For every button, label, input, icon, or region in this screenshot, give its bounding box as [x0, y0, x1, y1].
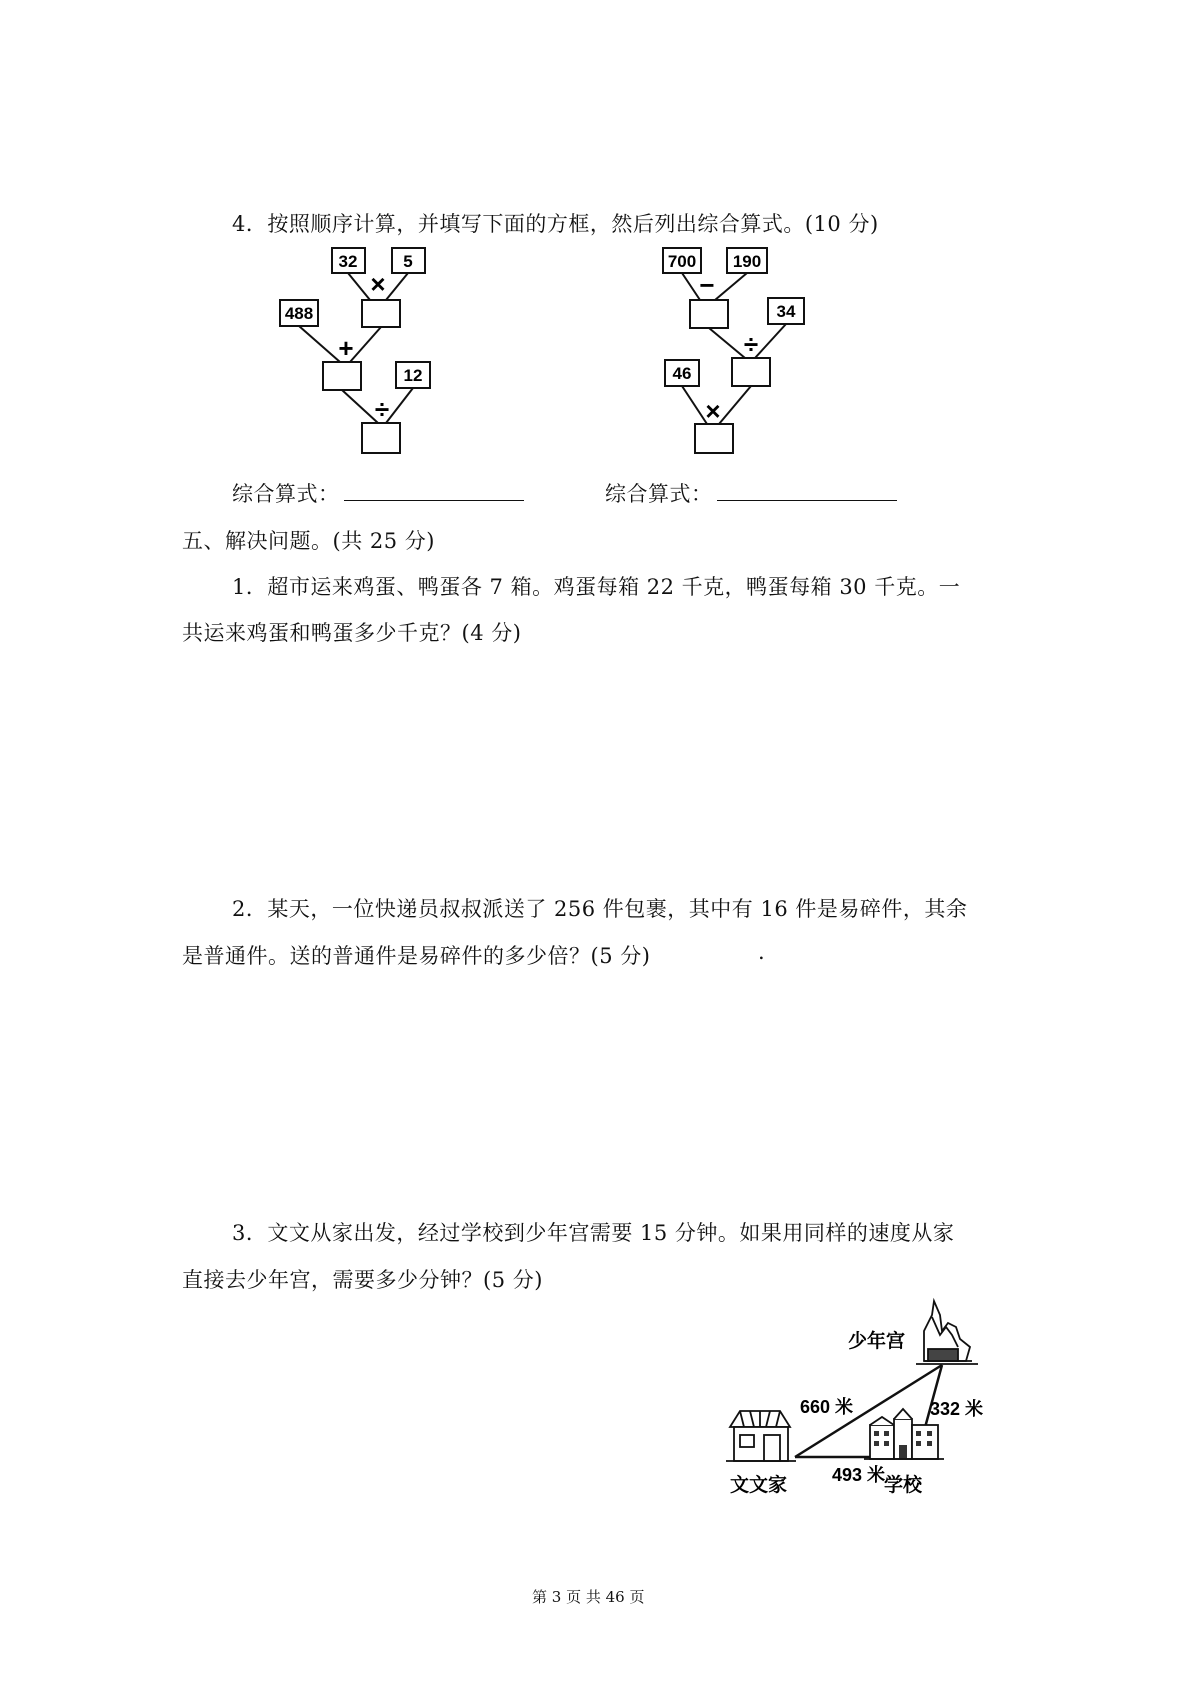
tree-right-result-2 [732, 358, 770, 386]
problem-1-line-1: 1．超市运来鸡蛋、鸭蛋各 7 箱。鸡蛋每箱 22 千克，鸭蛋每箱 30 千克。一 [232, 575, 961, 599]
home-icon [726, 1411, 796, 1461]
tree-right-val-d: 46 [672, 364, 692, 383]
problem-1-line-2: 共运来鸡蛋和鸭蛋多少千克？(4 分) [182, 621, 522, 645]
tree-left-val-b: 5 [403, 252, 413, 271]
tree-left-op-3: ÷ [374, 394, 390, 424]
problem-2-line-2: 是普通件。送的普通件是易碎件的多少倍？(5 分) [182, 944, 651, 968]
tree-left-result-2 [323, 362, 361, 390]
formula-label-left: 综合算式： [232, 482, 340, 506]
tree-right-val-c: 34 [776, 302, 796, 321]
tree-left-result-1 [362, 300, 400, 327]
label-home: 文文家 [730, 1475, 788, 1496]
formula-left [232, 478, 524, 508]
formula-answer-blank-left[interactable] [344, 482, 524, 501]
route-map [710, 1295, 1030, 1515]
tree-left-val-c: 488 [284, 304, 314, 323]
stray-dot: . [758, 940, 766, 964]
tree-left-val-d: 12 [403, 366, 423, 385]
tree-right-result-1 [690, 300, 728, 328]
tree-right-op-1: − [699, 270, 715, 300]
formula-right [605, 478, 897, 508]
problem-2-line-1: 2．某天，一位快递员叔叔派送了 256 件包裹，其中有 16 件是易碎件，其余 [232, 897, 968, 921]
page-footer: 第 3 页 共 46 页 [532, 1588, 645, 1606]
problem-3-line-2: 直接去少年宫，需要多少分钟？(5 分) [182, 1268, 543, 1292]
label-school: 学校 [884, 1475, 923, 1496]
tree-left-op-1: × [370, 269, 386, 299]
tree-left-result-3 [362, 423, 400, 453]
distance-school-palace: 332 米 [930, 1399, 984, 1419]
distance-home-palace: 660 米 [800, 1397, 854, 1417]
distance-home-school: 493 米 [832, 1465, 886, 1485]
label-palace: 少年宫 [848, 1331, 906, 1352]
calc-tree-right [655, 238, 855, 460]
tree-left-op-2: + [338, 333, 354, 363]
tree-right-op-2: ÷ [743, 329, 759, 359]
tree-right-val-b: 190 [732, 252, 762, 271]
tree-right-val-a: 700 [667, 252, 697, 271]
tree-right-result-3 [695, 424, 733, 453]
section5-heading: 五、解决问题。(共 25 分) [182, 529, 435, 553]
q4-prompt: 4．按照顺序计算，并填写下面的方框，然后列出综合算式。(10 分) [232, 212, 879, 236]
problem-3-line-1: 3．文文从家出发，经过学校到少年宫需要 15 分钟。如果用同样的速度从家 [232, 1221, 955, 1245]
tree-left-val-a: 32 [338, 252, 358, 271]
formula-answer-blank-right[interactable] [717, 482, 897, 501]
palace-icon [916, 1301, 978, 1364]
tree-right-op-3: × [705, 396, 721, 426]
calc-tree-left [270, 238, 470, 460]
formula-label-right: 综合算式： [605, 482, 713, 506]
